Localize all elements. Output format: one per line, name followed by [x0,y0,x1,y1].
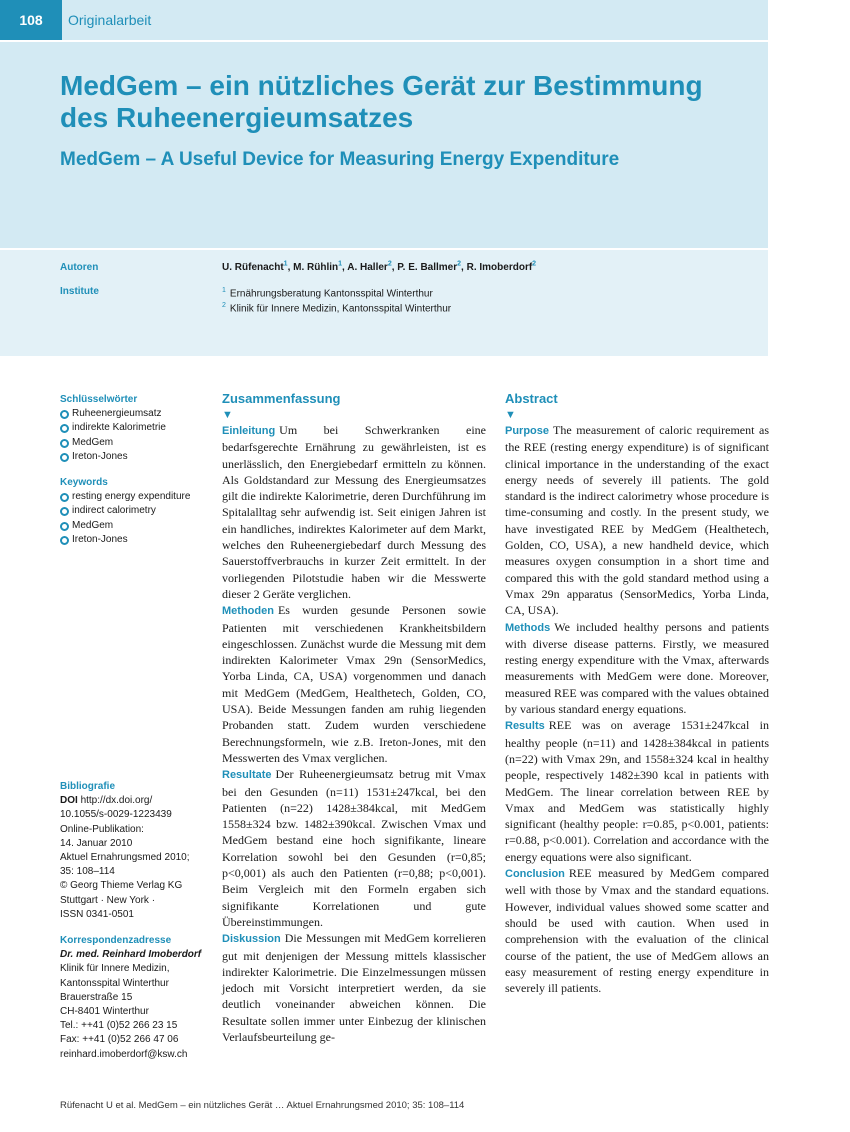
institute-text: Ernährungsberatung Kantonsspital Winterthur [229,288,433,300]
author-separator: , [461,262,467,273]
correspondence-line: reinhard.imoberdorf@ksw.ch [60,1048,188,1060]
paragraph-text: Es wurden gesunde Personen sowie Patienten mit verschiedenen Krankheitsbildern eingeschlossen. Zunächst wurde die Messung mit dem indirekten Kalorimeter Vmax 29n (SensorMedics, Yorba Linda, CA, USA) vorgenommen und danach mit MedGem (MedGem, Healthetech, Golden, CO, USA). Beide Messungen fanden am ruhig liegenden Probanden statt. Zudem wurden verschiedene Berechnungsformeln, wie z.B. Ireton-Jones, mit den Messwerten des Vmax verglichen. [222,603,486,765]
section-label: Originalarbeit [68,12,152,28]
correspondence-lines [60,962,210,1061]
bibliography-line: 10.1055/s-0029-1223439 [60,809,172,821]
bibliography-line: © Georg Thieme Verlag KG [60,880,183,892]
institute-item [222,285,451,300]
keywords-en-list [60,490,210,547]
bibliography-line: ISSN 0341-0501 [60,908,134,920]
bullet-ring-icon [60,536,69,545]
keyword-item [60,519,210,533]
author-name: P. E. Ballmer [397,262,458,273]
correspondence-name: Dr. med. Reinhard Imoberdorf [60,949,202,961]
correspondence-line: Brauerstraße 15 [60,991,133,1003]
institute-list [222,285,451,316]
author-affiliation: 1 [338,260,343,268]
author-affiliation: 2 [532,260,537,268]
keyword-text: indirekte Kalorimetrie [72,422,166,434]
paragraph-text: REE was on average 1531±247kcal in healthy people (n=11) and 1428±384kcal in patients (n=22) with Vmax 29n, and 1558±324 kcal in healthy people, respectively 1482±390 kcal in patients with MedGem. The linear correlation between REE by Vmax and MedGem was statistically highly significant (healthy people: r=0.85, p<0.001, patients: r=0.88, p<0.001). Correlation and accordance with the energy equations were also significant. [505,718,769,864]
keyword-text: Ireton-Jones [72,450,128,462]
paragraph-label: Methoden [222,605,274,618]
paragraph-label: Diskussion [222,933,281,946]
abstract-paragraph [222,602,486,766]
abstract-paragraph [222,422,486,602]
keyword-text: Ruheenergieumsatz [72,408,162,420]
bullet-ring-icon [60,410,69,419]
keyword-text: resting energy expenditure [72,491,191,503]
paragraph-label: Purpose [505,425,550,437]
abstract-paragraph [505,619,769,718]
summary-arrow-icon: ▼ [222,409,233,421]
abstract-arrow-icon: ▼ [505,409,516,421]
author-name: U. Rüfenacht [222,262,284,273]
bullet-ring-icon [60,424,69,433]
keyword-item [60,407,210,421]
bibliography-line: 14. Januar 2010 [60,837,133,849]
keyword-item [60,504,210,518]
keyword-text: MedGem [72,436,114,448]
correspondence-line: Klinik für Innere Medizin, [60,963,170,975]
page-number: 108 [0,0,62,40]
bibliography-lines [60,808,210,922]
paragraph-label: Einleitung [222,425,276,437]
keyword-item [60,533,210,547]
institutes-label: Institute [60,286,99,297]
keywords-de-heading: Schlüsselwörter [60,394,138,405]
abstract-paragraph [222,766,486,930]
bullet-ring-icon [60,493,69,502]
bibliography-line: 35: 108–114 [60,866,115,878]
title-german-line2: des Ruheenergieumsatzes [60,102,414,133]
keyword-text: Ireton-Jones [72,533,128,545]
paragraph-label: Conclusion [505,868,565,881]
paragraph-text: Um bei Schwerkranken eine bedarfsgerechte Ernährung zu gewährleisten, ist es unerlässlich, den Energiebedarf ermitteln zu können. Als Goldstandard zur Messung des Energieumsatzes gilt die indirekte Kalorimetrie, deren Durchführung im Spitalalltag sehr aufwendig ist. Seit einigen Jahren ist ein handliches, indirektes Kalorimeter auf dem Markt, welches den Ruheenergiebedarf durch Messung des Sauerstoffverbrauchs in kurzer Zeit ermittelt. In der vorliegenden Pilotstudie haben wir die Messwerte dieser 2 Geräte verglichen. [222,423,486,601]
abstract-paragraph [222,930,486,1045]
abstract-english [505,390,769,996]
correspondence-line: Tel.: ++41 (0)52 266 23 15 [60,1020,178,1032]
page-footer: Rüfenacht U et al. MedGem – ein nützliches Gerät … Aktuel Ernahrungsmed 2010; 35: 108–114 [60,1100,465,1111]
keywords-en-heading: Keywords [60,477,108,489]
keyword-text: indirect calorimetry [72,505,156,517]
paragraph-label: Results [505,720,545,733]
keyword-item [60,436,210,450]
paragraph-text: REE measured by MedGem compared well with those by Vmax and the standard equations. However, individual values showed some scatter and should be used with caution. When used in comprehension with the evaluation of the clinical course of the patient, the use of MedGem allows an easy measurement of resting energy expenditure in severely ill patients. [505,866,769,996]
doi-line [60,794,210,808]
paragraph-text: Der Ruheenergieumsatz betrug mit Vmax bei den Gesunden (n=11) 1531±247kcal, bei den Patienten (n=22) 1428±384kcal, mit MedGem 1558±324 bzw. 1482±390kcal. Zwischen Vmax und MedGem bestand eine hoch signifikante, lineare Korrelation sowohl bei den Gesunden (r=0,85; p<0,001) als auch den Patienten (r=0,88; p<0,001). Beim Vergleich mit den Formeln ergaben sich signifikante Korrelationen und gute Übereinstimmungen. [222,767,486,929]
author-name: R. Imoberdorf [466,262,533,273]
author-separator: , [391,262,398,273]
abstract-sections [505,422,769,996]
doi-url: http://dx.doi.org/ [80,795,153,807]
institute-number: 1 [222,287,226,294]
abstract-paragraph [505,422,769,619]
summary-sections [222,422,486,1045]
bullet-ring-icon [60,522,69,531]
paragraph-label: Resultate [222,769,272,782]
author-separator: , [287,262,294,273]
institute-item [222,300,451,315]
author-separator: , [342,262,348,273]
paragraph-text: Die Messungen mit MedGem korrelieren gut mit denjenigen der Messung mittels klassischer indirekter Kalorimetrie. Die Einzelmessungen müssen jedoch mit Vorsicht interpretiert werden, da sie deutlich voneinander abweichen können. Die Resultate sollen immer unter Einbezug der klinischen Verlaufsbeurteilung ge- [222,931,486,1044]
bullet-ring-icon [60,439,69,448]
doi-label: DOI [60,795,78,807]
paragraph-label: Methods [505,621,551,634]
bullet-ring-icon [60,507,69,516]
keyword-item [60,450,210,464]
bibliography-line: Aktuel Ernahrungsmed 2010; [60,852,190,864]
bibliography-line: Stuttgart · New York · [60,894,156,906]
author-name: A. Haller [347,262,388,273]
keywords-block [60,393,210,547]
summary-heading: Zusammenfassung [222,391,341,406]
abstract-heading: Abstract [505,391,558,406]
keyword-item [60,421,210,435]
bibliography-heading: Bibliografie [60,781,116,792]
correspondence-line: Kantonsspital Winterthur [60,977,169,989]
title-german [60,70,750,134]
paragraph-text: We included healthy persons and patients with diverse disease patterns. Firstly, we measured resting energy expenditure with the Vmax, afterwards measurements with MedGem were done. Moreover, measured REE was compared with the values obtained by various standard energy equations. [505,619,769,717]
author-name: M. Rühlin [293,262,339,273]
keywords-de-list [60,407,210,464]
author-list [222,262,536,273]
authors-label: Autoren [60,262,99,273]
bullet-ring-icon [60,453,69,462]
paragraph-text: The measurement of caloric requirement as the REE (resting energy expenditure) is of significant clinical importance in the understanding of the exact energy needs of severely ill patients. The gold standard is the indirect calorimetry whose procedure is time-consuming and costly. In the present study, we have investigated REE by MedGem (Healthetech, Golden, CO, USA), a new handheld device, which measures oxygen consumption in a short time and compared this with the gold standard method using a Vmax 29n apparatus (SensorMedics, Yorba Linda, CA, USA). [505,423,769,618]
institute-number: 2 [222,302,226,310]
keyword-item [60,490,210,504]
title-english: MedGem – A Useful Device for Measuring Energy Expenditure [60,149,620,170]
correspondence-line: CH-8401 Winterthur [60,1006,149,1018]
institute-text: Klinik für Innere Medizin, Kantonsspital Winterthur [229,303,452,315]
bibliography-block [60,780,210,1062]
summary-german [222,390,486,1045]
abstract-paragraph [505,865,769,996]
author-affiliation: 1 [283,260,288,268]
bibliography-line: Online-Publikation: [60,823,144,835]
correspondence-line: Fax: ++41 (0)52 266 47 06 [60,1034,179,1046]
abstract-paragraph [505,717,769,865]
keyword-text: MedGem [72,519,114,531]
author-affiliation: 2 [457,260,462,268]
title-german-line1: MedGem – ein nützliches Gerät zur Bestimmung [60,70,703,101]
correspondence-heading: Korrespondenzadresse [60,935,172,947]
author-affiliation: 2 [387,260,392,268]
